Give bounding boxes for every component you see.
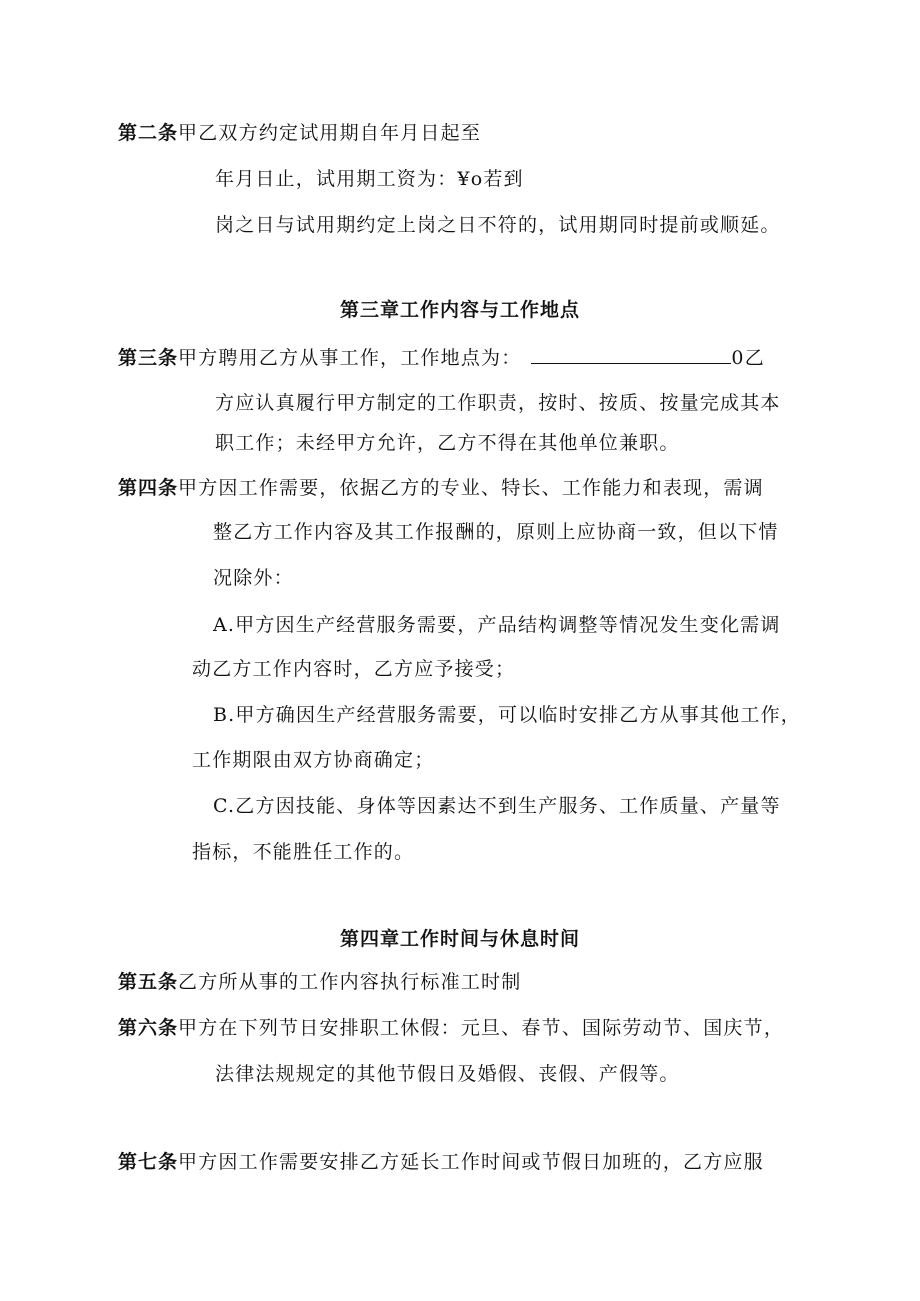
article-4-line-2: 整乙方工作内容及其工作报酬的，原则上应协商一致，但以下情 — [213, 521, 779, 543]
article-4-item-b-cont: 工作期限由双方协商确定； — [192, 749, 435, 771]
article-4-item-a-cont: 动乙方工作内容时，乙方应予接受； — [192, 658, 516, 680]
article-2-label: 第二条 — [118, 122, 179, 144]
article-4-item-c: C.乙方因技能、身体等因素达不到生产服务、工作质量、产量等 — [213, 795, 781, 817]
article-3-line-2: 方应认真履行甲方制定的工作职责，按时、按质、按量完成其本 — [215, 392, 781, 414]
article-2 — [118, 121, 481, 145]
article-4-line-3: 况除外： — [213, 567, 294, 589]
article-3-line-3: 职工作；未经甲方允许，乙方不得在其他单位兼职。 — [215, 432, 680, 454]
article-5 — [118, 970, 521, 994]
article-6-text: 甲方在下列节日安排职工休假：元旦、春节、国际劳动节、国庆节， — [178, 1017, 785, 1039]
article-2-text: 甲乙双方约定试用期自年月日起至 — [178, 122, 482, 144]
article-3 — [118, 345, 765, 370]
article-2-line-2: 年月日止，试用期工资为：¥o若到 — [215, 168, 524, 190]
article-7-label: 第七条 — [118, 1151, 179, 1173]
article-3-text: 甲方聘用乙方从事工作，工作地点为： — [178, 347, 522, 369]
article-6 — [118, 1016, 784, 1040]
article-6-label: 第六条 — [118, 1017, 179, 1039]
article-4-label: 第四条 — [118, 477, 179, 499]
article-7-text: 甲方因工作需要安排乙方延长工作时间或节假日加班的，乙方应服 — [178, 1151, 764, 1173]
article-4-item-a: A.甲方因生产经营服务需要，产品结构调整等情况发生变化需调 — [213, 614, 781, 636]
article-7 — [118, 1150, 764, 1174]
article-6-line-2: 法律法规规定的其他节假日及婚假、丧假、产假等。 — [215, 1063, 680, 1085]
chapter-3-heading: 第三章工作内容与工作地点 — [339, 299, 580, 321]
article-2-line-3: 岗之日与试用期约定上岗之日不符的，试用期同时提前或顺延。 — [215, 214, 781, 236]
article-3-label: 第三条 — [118, 347, 179, 369]
article-5-label: 第五条 — [118, 971, 179, 993]
article-3-blank-tail: 0乙 — [731, 347, 765, 369]
work-location-blank — [531, 345, 731, 364]
article-4-item-b: B.甲方确因生产经营服务需要，可以临时安排乙方从事其他工作， — [213, 704, 802, 726]
chapter-4-heading: 第四章工作时间与休息时间 — [339, 928, 580, 950]
article-4-item-c-cont: 指标，不能胜任工作的。 — [192, 841, 415, 863]
article-4 — [118, 476, 764, 500]
article-4-text: 甲方因工作需要，依据乙方的专业、特长、工作能力和表现，需调 — [178, 477, 764, 499]
article-5-text: 乙方所从事的工作内容执行标准工时制 — [178, 971, 522, 993]
